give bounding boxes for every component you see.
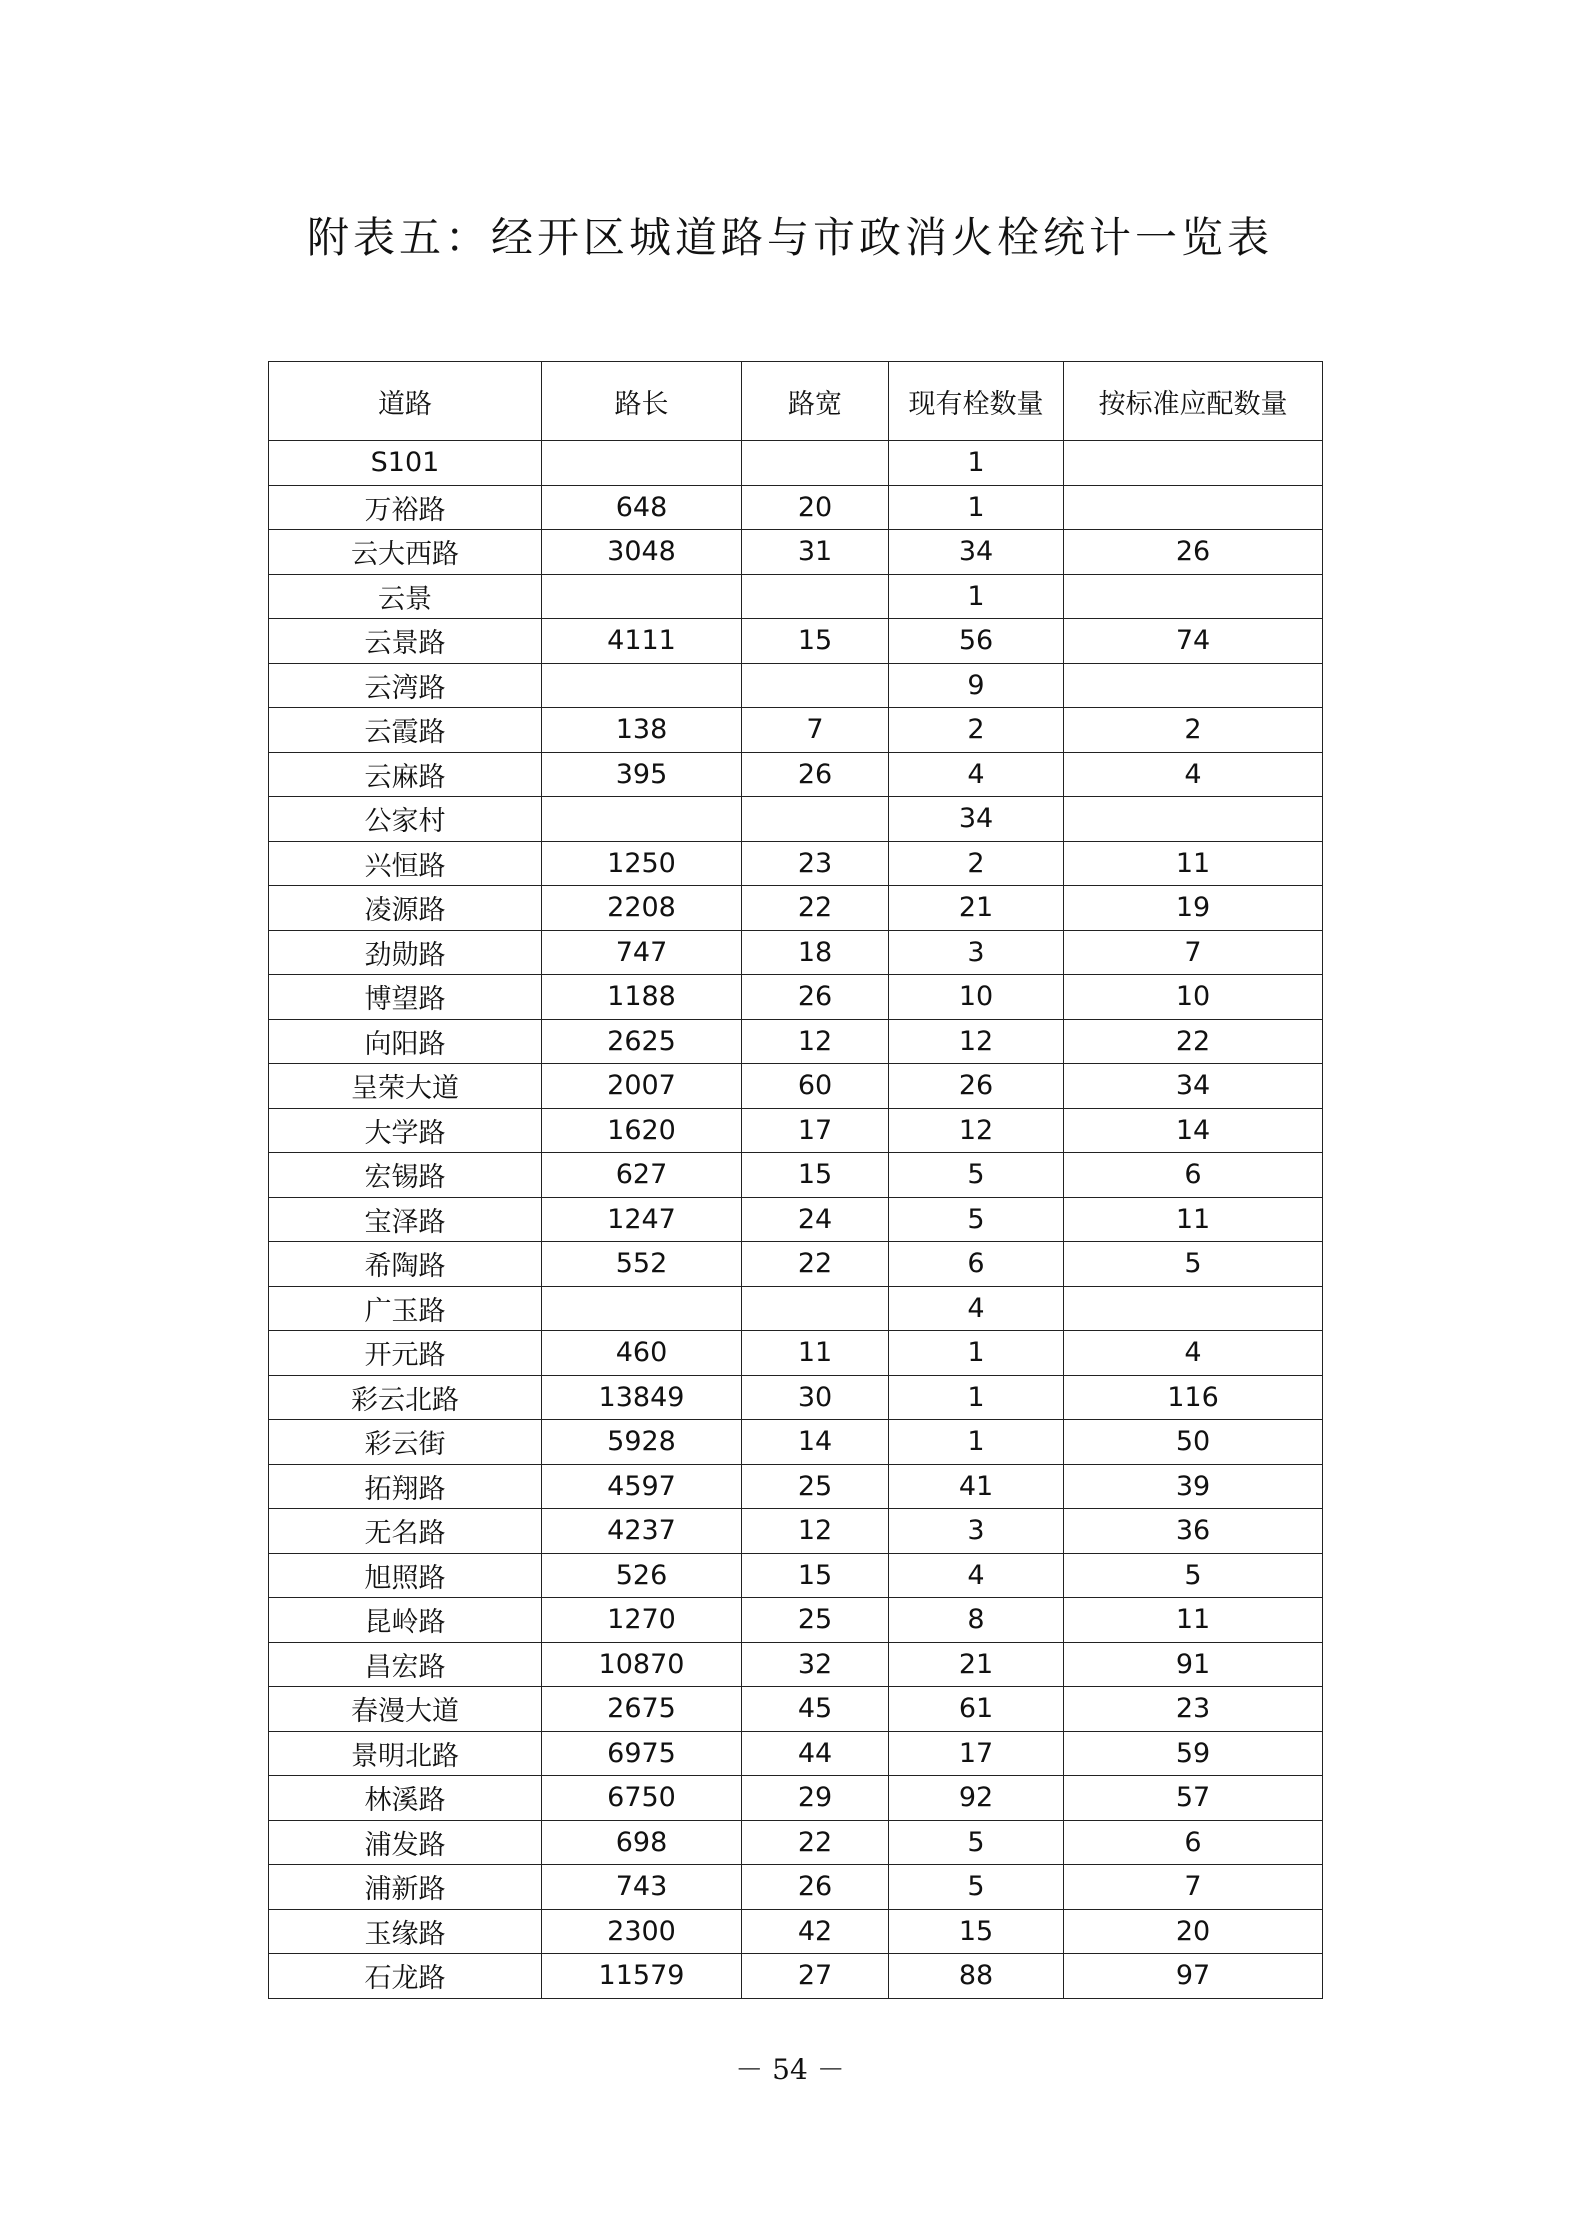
existing-count-cell: 15 [889,1909,1064,1954]
existing-count-cell: 4 [889,752,1064,797]
length-cell: 3048 [542,530,742,575]
length-cell: 2208 [542,886,742,931]
standard-count-cell: 6 [1064,1153,1323,1198]
standard-count-cell: 116 [1064,1375,1323,1420]
width-cell: 26 [742,752,889,797]
standard-count-cell [1064,441,1323,486]
length-cell: 648 [542,485,742,530]
table-row [269,975,1323,1020]
standard-count-cell: 22 [1064,1019,1323,1064]
standard-count-cell: 4 [1064,752,1323,797]
length-cell: 1247 [542,1197,742,1242]
existing-count-cell: 34 [889,530,1064,575]
width-cell: 22 [742,886,889,931]
width-cell: 18 [742,930,889,975]
table-row [269,1865,1323,1910]
length-cell: 1250 [542,841,742,886]
width-cell: 42 [742,1909,889,1954]
length-cell [542,574,742,619]
existing-count-cell: 9 [889,663,1064,708]
standard-count-cell: 6 [1064,1820,1323,1865]
width-cell: 7 [742,708,889,753]
table-row [269,1642,1323,1687]
table-row [269,1197,1323,1242]
table-row [269,930,1323,975]
table-row [269,1064,1323,1109]
existing-count-cell: 88 [889,1954,1064,1999]
standard-count-cell: 50 [1064,1420,1323,1465]
road-cell: 公家村 [269,797,542,842]
existing-count-cell: 5 [889,1820,1064,1865]
standard-count-cell [1064,485,1323,530]
road-cell: 云景 [269,574,542,619]
standard-count-cell [1064,797,1323,842]
width-cell [742,1286,889,1331]
length-cell [542,663,742,708]
standard-count-cell [1064,1286,1323,1331]
existing-count-cell: 17 [889,1731,1064,1776]
existing-count-cell: 8 [889,1598,1064,1643]
road-cell: 无名路 [269,1509,542,1554]
standard-count-cell: 11 [1064,1197,1323,1242]
existing-count-cell: 1 [889,441,1064,486]
length-cell: 1620 [542,1108,742,1153]
column-header-existing-hydrants: 现有栓数量 [889,362,1064,441]
table-row [269,1776,1323,1821]
hydrant-statistics-table [268,361,1323,1999]
column-header-length: 路长 [542,362,742,441]
road-cell: 云景路 [269,619,542,664]
road-cell: 宝泽路 [269,1197,542,1242]
existing-count-cell: 1 [889,574,1064,619]
width-cell: 17 [742,1108,889,1153]
standard-count-cell: 2 [1064,708,1323,753]
table-row [269,797,1323,842]
standard-count-cell: 7 [1064,930,1323,975]
length-cell: 627 [542,1153,742,1198]
table-row [269,1108,1323,1153]
length-cell: 526 [542,1553,742,1598]
standard-count-cell: 97 [1064,1954,1323,1999]
road-cell: 昆岭路 [269,1598,542,1643]
length-cell: 138 [542,708,742,753]
column-header-standard-hydrants: 按标准应配数量 [1064,362,1323,441]
existing-count-cell: 56 [889,619,1064,664]
length-cell: 13849 [542,1375,742,1420]
width-cell: 15 [742,619,889,664]
standard-count-cell [1064,574,1323,619]
standard-count-cell: 7 [1064,1865,1323,1910]
road-cell: 林溪路 [269,1776,542,1821]
width-cell: 27 [742,1954,889,1999]
length-cell [542,797,742,842]
table-row [269,1375,1323,1420]
page-number: － 54 － [735,2053,845,2086]
road-cell: 宏锡路 [269,1153,542,1198]
table-body [269,441,1323,1999]
length-cell: 4111 [542,619,742,664]
length-cell: 1188 [542,975,742,1020]
width-cell: 44 [742,1731,889,1776]
length-cell: 6975 [542,1731,742,1776]
width-cell: 23 [742,841,889,886]
length-cell: 10870 [542,1642,742,1687]
width-cell: 26 [742,1865,889,1910]
width-cell [742,797,889,842]
table-row [269,1331,1323,1376]
table-row [269,1909,1323,1954]
width-cell: 14 [742,1420,889,1465]
width-cell: 15 [742,1553,889,1598]
road-cell: 开元路 [269,1331,542,1376]
existing-count-cell: 6 [889,1242,1064,1287]
table-row [269,619,1323,664]
width-cell [742,663,889,708]
width-cell: 45 [742,1687,889,1732]
length-cell: 4597 [542,1464,742,1509]
existing-count-cell: 3 [889,1509,1064,1554]
table-row [269,1464,1323,1509]
length-cell: 6750 [542,1776,742,1821]
width-cell: 12 [742,1509,889,1554]
length-cell: 1270 [542,1598,742,1643]
existing-count-cell: 2 [889,841,1064,886]
table-row [269,886,1323,931]
column-header-width: 路宽 [742,362,889,441]
table-row [269,1598,1323,1643]
table-row [269,663,1323,708]
width-cell: 22 [742,1242,889,1287]
road-cell: 凌源路 [269,886,542,931]
existing-count-cell: 2 [889,708,1064,753]
existing-count-cell: 92 [889,1776,1064,1821]
length-cell: 460 [542,1331,742,1376]
existing-count-cell: 12 [889,1019,1064,1064]
road-cell: 广玉路 [269,1286,542,1331]
existing-count-cell: 5 [889,1197,1064,1242]
length-cell: 4237 [542,1509,742,1554]
standard-count-cell: 20 [1064,1909,1323,1954]
road-cell: 昌宏路 [269,1642,542,1687]
width-cell: 25 [742,1464,889,1509]
column-header-road: 道路 [269,362,542,441]
table-row [269,1019,1323,1064]
road-cell: 大学路 [269,1108,542,1153]
road-cell: 拓翔路 [269,1464,542,1509]
existing-count-cell: 12 [889,1108,1064,1153]
road-cell: 劲勋路 [269,930,542,975]
road-cell: 彩云北路 [269,1375,542,1420]
standard-count-cell: 91 [1064,1642,1323,1687]
existing-count-cell: 4 [889,1286,1064,1331]
width-cell: 31 [742,530,889,575]
standard-count-cell: 57 [1064,1776,1323,1821]
width-cell [742,441,889,486]
width-cell: 25 [742,1598,889,1643]
road-cell: 石龙路 [269,1954,542,1999]
table-row [269,1153,1323,1198]
road-cell: 云湾路 [269,663,542,708]
standard-count-cell: 39 [1064,1464,1323,1509]
length-cell: 552 [542,1242,742,1287]
existing-count-cell: 3 [889,930,1064,975]
table-row [269,1954,1323,1999]
standard-count-cell: 59 [1064,1731,1323,1776]
width-cell: 32 [742,1642,889,1687]
table-row [269,1420,1323,1465]
existing-count-cell: 61 [889,1687,1064,1732]
road-cell: 玉缘路 [269,1909,542,1954]
road-cell: S101 [269,441,542,486]
table-row [269,841,1323,886]
standard-count-cell: 26 [1064,530,1323,575]
width-cell: 22 [742,1820,889,1865]
table-row [269,1731,1323,1776]
road-cell: 万裕路 [269,485,542,530]
length-cell: 395 [542,752,742,797]
existing-count-cell: 5 [889,1865,1064,1910]
road-cell: 呈荣大道 [269,1064,542,1109]
standard-count-cell: 11 [1064,841,1323,886]
existing-count-cell: 10 [889,975,1064,1020]
width-cell: 60 [742,1064,889,1109]
page-title: 附表五：经开区城道路与市政消火栓统计一览表 [306,213,1273,262]
width-cell: 30 [742,1375,889,1420]
length-cell: 747 [542,930,742,975]
length-cell: 2675 [542,1687,742,1732]
existing-count-cell: 1 [889,1420,1064,1465]
length-cell: 698 [542,1820,742,1865]
table-row [269,1242,1323,1287]
existing-count-cell: 21 [889,886,1064,931]
existing-count-cell: 41 [889,1464,1064,1509]
table-row [269,574,1323,619]
width-cell: 26 [742,975,889,1020]
road-cell: 云大西路 [269,530,542,575]
standard-count-cell: 36 [1064,1509,1323,1554]
length-cell: 2625 [542,1019,742,1064]
table-row [269,1687,1323,1732]
standard-count-cell: 11 [1064,1598,1323,1643]
standard-count-cell [1064,663,1323,708]
table-row [269,1509,1323,1554]
standard-count-cell: 10 [1064,975,1323,1020]
existing-count-cell: 34 [889,797,1064,842]
length-cell: 743 [542,1865,742,1910]
standard-count-cell: 5 [1064,1553,1323,1598]
road-cell: 彩云街 [269,1420,542,1465]
existing-count-cell: 1 [889,1375,1064,1420]
road-cell: 兴恒路 [269,841,542,886]
existing-count-cell: 1 [889,485,1064,530]
road-cell: 云霞路 [269,708,542,753]
standard-count-cell: 34 [1064,1064,1323,1109]
road-cell: 旭照路 [269,1553,542,1598]
existing-count-cell: 26 [889,1064,1064,1109]
length-cell [542,1286,742,1331]
road-cell: 浦发路 [269,1820,542,1865]
standard-count-cell: 5 [1064,1242,1323,1287]
standard-count-cell: 4 [1064,1331,1323,1376]
table-row [269,530,1323,575]
existing-count-cell: 5 [889,1153,1064,1198]
road-cell: 春漫大道 [269,1687,542,1732]
road-cell: 博望路 [269,975,542,1020]
existing-count-cell: 1 [889,1331,1064,1376]
table-row [269,485,1323,530]
standard-count-cell: 23 [1064,1687,1323,1732]
length-cell: 2007 [542,1064,742,1109]
road-cell: 希陶路 [269,1242,542,1287]
existing-count-cell: 4 [889,1553,1064,1598]
standard-count-cell: 19 [1064,886,1323,931]
length-cell: 11579 [542,1954,742,1999]
width-cell: 24 [742,1197,889,1242]
width-cell: 20 [742,485,889,530]
road-cell: 浦新路 [269,1865,542,1910]
length-cell [542,441,742,486]
road-cell: 向阳路 [269,1019,542,1064]
width-cell: 29 [742,1776,889,1821]
table-row [269,1553,1323,1598]
table-row [269,1820,1323,1865]
width-cell: 11 [742,1331,889,1376]
table-row [269,752,1323,797]
length-cell: 5928 [542,1420,742,1465]
existing-count-cell: 21 [889,1642,1064,1687]
standard-count-cell: 74 [1064,619,1323,664]
road-cell: 景明北路 [269,1731,542,1776]
width-cell [742,574,889,619]
length-cell: 2300 [542,1909,742,1954]
standard-count-cell: 14 [1064,1108,1323,1153]
table-row [269,1286,1323,1331]
table-header-row [269,362,1323,441]
width-cell: 12 [742,1019,889,1064]
table-row [269,441,1323,486]
table-row [269,708,1323,753]
width-cell: 15 [742,1153,889,1198]
road-cell: 云麻路 [269,752,542,797]
